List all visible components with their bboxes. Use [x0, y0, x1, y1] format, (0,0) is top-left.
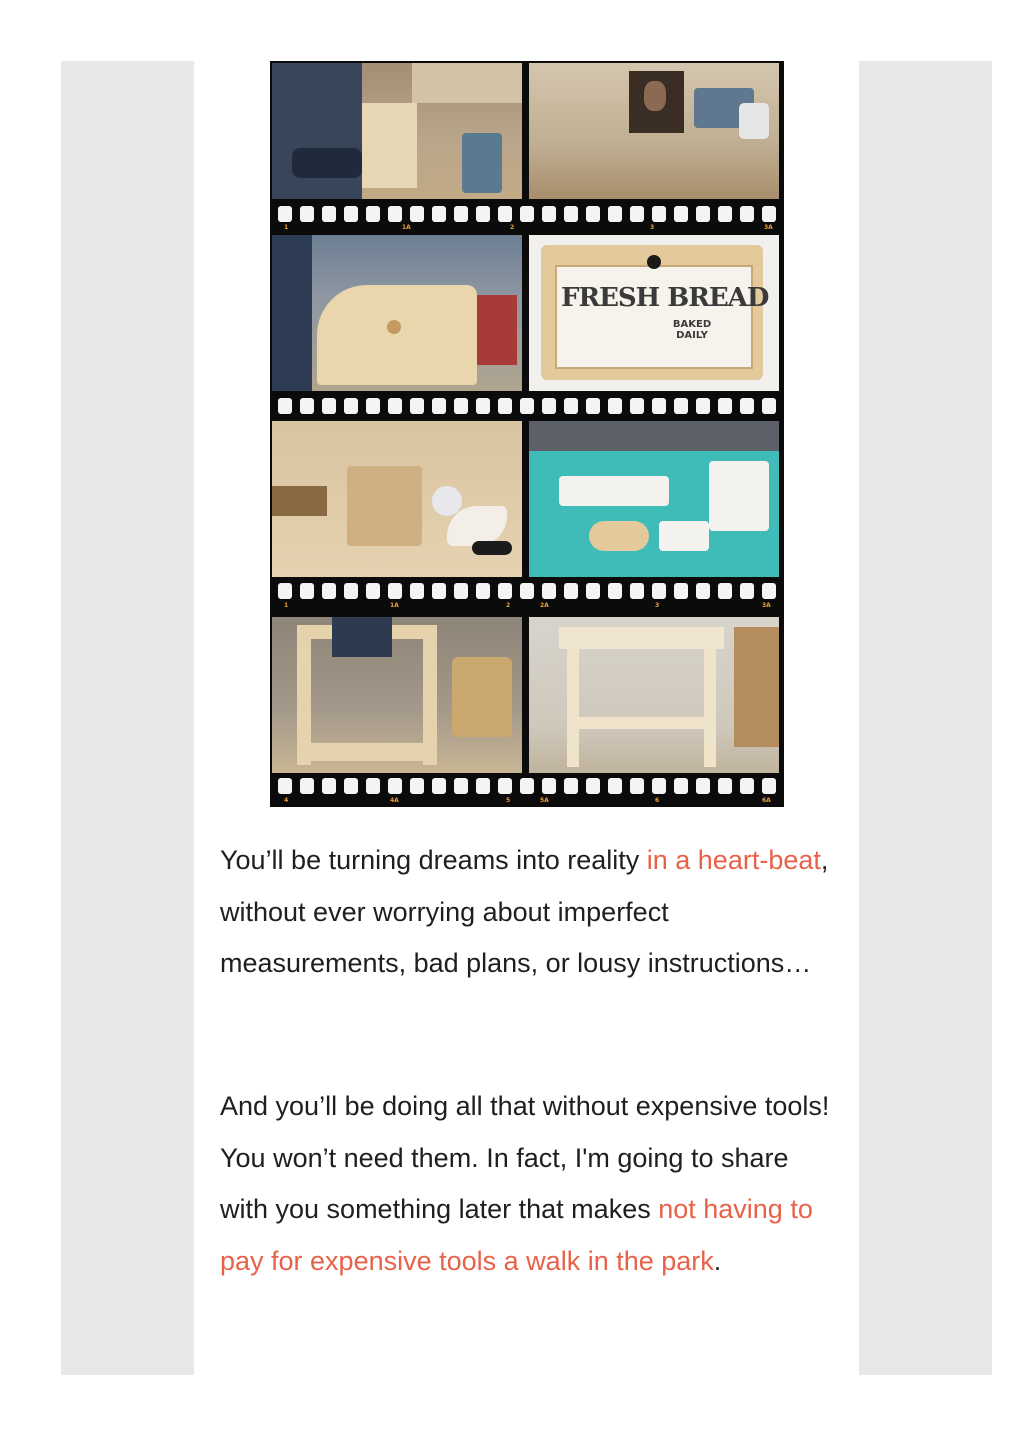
right-side-panel — [859, 61, 992, 1375]
photo-turquoise-busy-board — [529, 421, 779, 577]
film-sprockets-row — [270, 580, 784, 602]
film-sprockets-row — [270, 203, 784, 225]
expensive-tools-link[interactable]: not having to pay for expensive tools a walk in the park — [220, 1194, 813, 1277]
photo-finished-side-table — [529, 617, 779, 773]
film-row-4 — [270, 617, 784, 773]
woodworking-projects-filmstrip-collage — [270, 61, 784, 807]
film-row-2 — [270, 235, 784, 391]
photo-busy-board-pieces — [272, 421, 522, 577]
paragraph-dreams-into-reality: You’ll be turning dreams into reality in a heart-beat, without ever worrying about imperfect measurements, bad plans, or lousy instructions… — [220, 845, 829, 979]
film-sprockets-row — [270, 395, 784, 417]
left-side-panel — [61, 61, 194, 1375]
heart-beat-link[interactable]: in a heart-beat — [646, 845, 821, 875]
paragraph-expensive-tools: And you’ll be doing all that without expensive tools! You won’t need them. In fact, I'm going to share with you something later that makes not having to pay for expensive tools a walk in the park. — [220, 1091, 830, 1277]
photo-sanding-panel — [272, 63, 522, 199]
photo-side-table-frame — [272, 617, 522, 773]
film-row-3 — [270, 421, 784, 577]
film-row-1 — [270, 63, 784, 199]
article-content — [194, 61, 859, 1375]
frame-numbers: 4 4A 5 5A 6 6A — [284, 797, 771, 804]
photo-assembling-bread-box — [272, 235, 522, 391]
photo-fresh-bread-box: FRESH BREAD BAKED DAILY — [529, 235, 779, 391]
frame-numbers: 1 1A 2 3 3A — [284, 224, 773, 231]
frame-numbers: 1 1A 2 2A 3 3A — [284, 602, 771, 609]
photo-finished-stand — [529, 63, 779, 199]
film-sprockets-row — [270, 775, 784, 797]
